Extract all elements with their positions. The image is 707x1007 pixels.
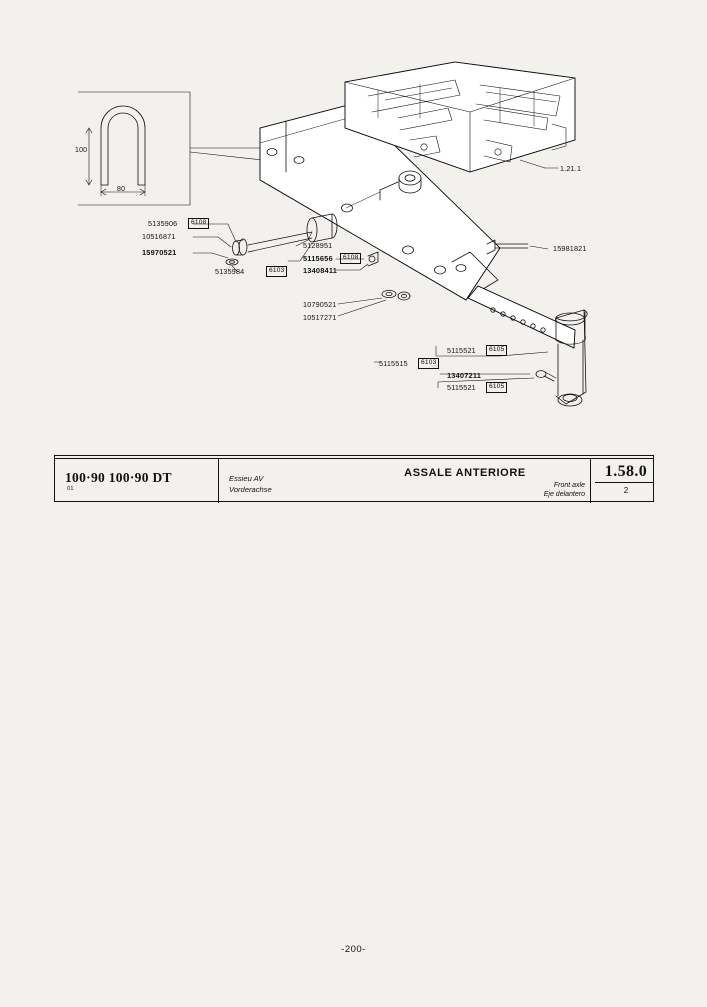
description-italian: ASSALE ANTERIORE (404, 467, 526, 479)
callout-pn-10517271: 10517271 (303, 313, 337, 322)
callout-pn-5115521-b: 5115521 (447, 383, 476, 392)
callout-pn-5128951: 5128951 (303, 241, 333, 250)
callout-pn-13408411: 13408411 (303, 266, 338, 275)
diagram-vector (0, 0, 707, 440)
callout-pn-5115656: 5115656 (303, 254, 333, 263)
title-block-top-rule (55, 456, 653, 459)
callout-box-6105-b: 6105 (486, 382, 507, 393)
table-code-rule (595, 482, 654, 483)
callout-box-6108-b: 6108 (340, 253, 361, 264)
dimension-horizontal-label: 80 (117, 186, 126, 193)
table-code: 1.58.0 (604, 463, 648, 480)
callout-pn-10516871: 10516871 (142, 232, 176, 241)
description-french: Essieu AV (229, 474, 264, 483)
description-english: Front axle (553, 482, 585, 489)
lower-right-fastener (536, 371, 556, 381)
description-spanish: Eje delantero (543, 491, 585, 498)
callout-pn-10790521: 10790521 (303, 300, 337, 309)
callout-box-6103: 6103 (266, 266, 287, 277)
callout-box-6105-a: 6105 (486, 345, 507, 356)
model-designation: 100·90 100·90 DT (65, 470, 172, 485)
u-bolt-detail (78, 92, 265, 205)
callout-box-6108-a: 6108 (188, 218, 209, 229)
title-block-divider-2 (590, 459, 591, 503)
callout-ref-1-21-1: 1.21.1 (560, 164, 582, 173)
dimension-vertical-label: 100 (75, 147, 88, 154)
callout-pn-15970521: 15970521 (142, 248, 177, 257)
exploded-parts-diagram (0, 0, 707, 440)
callout-pn-5135906: 5135906 (148, 219, 178, 228)
callout-box-6103-b: 6103 (418, 358, 439, 369)
callout-pn-13407211: 13407211 (447, 371, 482, 380)
footer-page-number: -200- (341, 944, 366, 955)
callout-pn-5135984: 5135984 (215, 267, 245, 276)
callout-pn-5115515: 5115515 (379, 359, 408, 368)
callout-pn-5115521-a: 5115521 (447, 346, 476, 355)
title-block (54, 455, 654, 502)
table-page-number: 2 (623, 486, 629, 495)
callout-pn-15981821: 15981821 (553, 244, 587, 253)
model-revision: 01 (67, 486, 74, 492)
title-block-divider-1 (218, 459, 219, 503)
description-german: Vorderachse (229, 485, 272, 494)
